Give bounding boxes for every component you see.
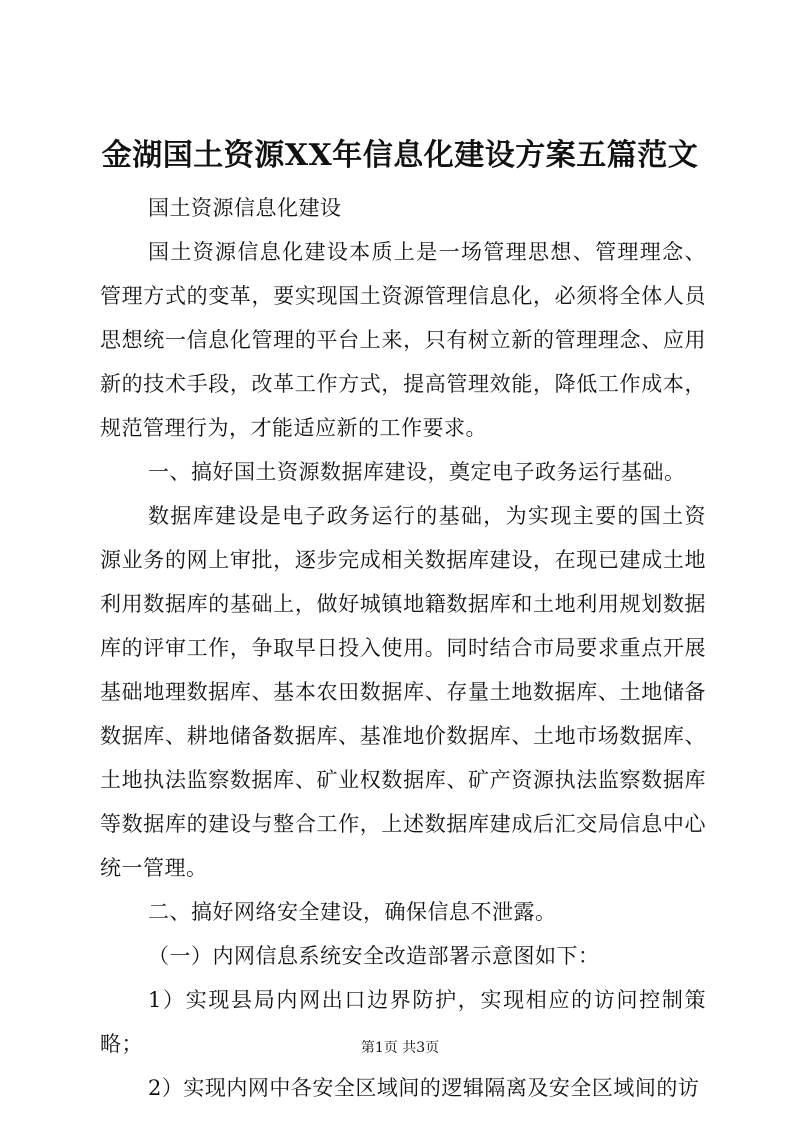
paragraph-item-1: 1）实现县局内网出口边界防护，实现相应的访问控制策略； <box>100 988 706 1056</box>
paragraph-section-1-heading: 一、搞好国土资源数据库建设，奠定电子政务运行基础。 <box>148 460 686 484</box>
paragraph-section-1-body: 数据库建设是电子政务运行的基础，为实现主要的国土资源业务的网上审批，逐步完成相关数据库建设，在现已建成土地利用数据库的基础上，做好城镇地籍数据库和土地利用规划数据库的评审工作，争取早日投入使用。同时结合市局要求重点开展基础地理数据库、基本农田数据库、存量土地数据库、土地储备数据库、耕地储备数据库、基准地价数据库、土地市场数据库、土地执法监察数据库、矿业权数据库、矿产资源执法监察数据库等数据库的建设与整合工作，上述数据库建成后汇交局信息中心统一管理。 <box>100 504 706 880</box>
page-footer: 第1页 共3页 <box>360 1040 440 1056</box>
paragraph-item-2: 2）实现内网中各安全区域间的逻辑隔离及安全区域间的访 <box>148 1076 700 1100</box>
document-title: 金湖国土资源XX年信息化建设方案五篇范文 <box>101 138 699 173</box>
paragraph-heading-subtitle: 国土资源信息化建设 <box>148 196 342 220</box>
document-body <box>100 186 706 1110</box>
paragraph-intro: 国土资源信息化建设本质上是一场管理思想、管理理念、管理方式的变革，要实现国土资源管理信息化，必须将全体人员思想统一信息化管理的平台上来，只有树立新的管理理念、应用新的技术手段，改革工作方式，提高管理效能，降低工作成本，规范管理行为，才能适应新的工作要求。 <box>100 240 706 440</box>
paragraph-section-2-heading: 二、搞好网络安全建设，确保信息不泄露。 <box>148 900 557 924</box>
paragraph-subsection-1: （一）内网信息系统安全改造部署示意图如下： <box>148 944 600 968</box>
